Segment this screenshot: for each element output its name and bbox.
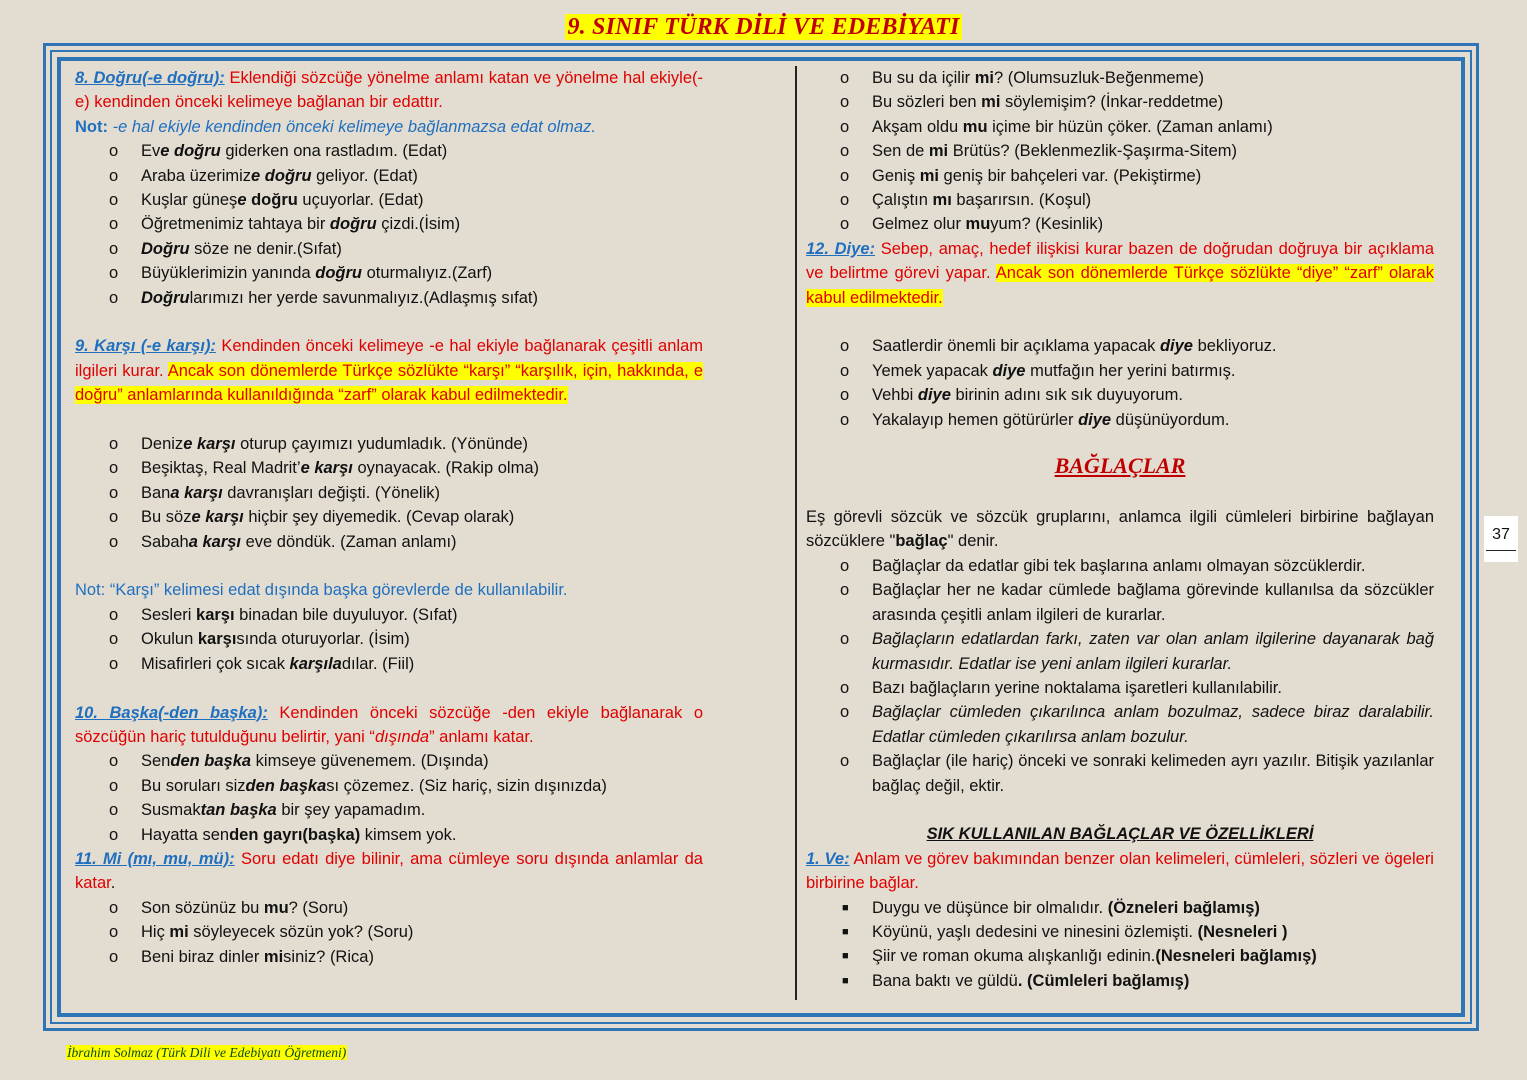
list-item: ■ Şiir ve roman okuma alışkanlığı edinin.(Nesneleri bağlamış) [806, 944, 1434, 968]
list-item: o Okulun karşısında oturuyorlar. (İsim) [75, 627, 703, 651]
section-12-text: Sebep, amaç, hedef ilişkisi kurar bazen de doğrudan doğruya bir açıklama ve belirtme görevi yapar. [806, 239, 1435, 283]
list-item: o Bu su da içilir mi? (Olumsuzluk-Beğenmeme) [806, 66, 1434, 90]
list-item: o Senden başka kimseye güvenemem. (Dışında) [75, 749, 703, 773]
section-12-highlight: Ancak son dönemlerde Türkçe sözlükte “diye” “zarf” olarak kabul edilmektedir. [806, 264, 1434, 307]
section-9-intro [75, 334, 703, 407]
bullet-icon: o [840, 361, 850, 380]
list-item: o Beni biraz dinler misiniz? (Rica) [75, 945, 703, 969]
bullet-icon: o [109, 215, 119, 234]
page-number: 37 [1484, 516, 1518, 562]
section-8-intro [75, 66, 703, 115]
section-12-examples [806, 334, 1434, 432]
list-item: o Bu söze karşı hiçbir şey diyemedik. (Cevap olarak) [75, 505, 703, 529]
bullet-icon: o [840, 752, 850, 771]
bullet-icon: o [840, 386, 850, 405]
bullet-icon: o [840, 117, 850, 136]
bullet-icon: o [109, 142, 119, 161]
section-10-intro: 10. Başka(-den başka): Kendinden önceki sözcüğe -den ekiyle bağlanarak o sözcüğün hariç tutulduğunu belirtir, yani “dışında” anlamı katar. [75, 703, 703, 746]
baglac-definition: Eş görevli sözcük ve sözcük gruplarını, anlamca ilgili cümleleri birbirine bağlayan sözcüklere "bağlaç" denir. [806, 508, 1434, 551]
list-item: o Yakalayıp hemen götürürler diye düşünüyordum. [806, 408, 1434, 432]
section-11-intro: 11. Mi (mı, mu, mü): Soru edatı diye bilinir, ama cümleye soru dışında anlamlar da katar. [75, 849, 703, 893]
bullet-icon: o [109, 801, 119, 820]
bullet-icon: o [840, 678, 850, 697]
bullet-icon: o [109, 483, 119, 502]
bullet-icon: o [109, 776, 119, 795]
section-10-examples [75, 749, 703, 847]
list-item: o Son sözünüz bu mu? (Soru) [75, 896, 703, 920]
section-11-examples [75, 896, 703, 969]
list-item: o Denize karşı oturup çayımızı yudumladık. (Yönünde) [75, 432, 703, 456]
bullet-icon: o [840, 142, 850, 161]
section-8-note [75, 115, 703, 139]
list-item: o Büyüklerimizin yanında doğru oturmalıyız.(Zarf) [75, 261, 703, 285]
section-9-note-examples [75, 603, 703, 676]
bullet-icon: o [840, 337, 850, 356]
list-item: o Bağlaçlar da edatlar gibi tek başlarına anlamı olmayan sözcüklerdir. [806, 554, 1434, 578]
baglaclar-title: BAĞLAÇLAR [1054, 453, 1186, 479]
list-item: o Yemek yapacak diye mutfağın her yerini batırmış. [806, 359, 1434, 383]
bullet-icon: o [109, 239, 119, 258]
right-column [806, 66, 1434, 993]
section-8-examples [75, 139, 703, 310]
list-item: o Doğrularımızı her yerde savunmalıyız.(Adlaşmış sıfat) [75, 286, 703, 310]
section-9-note: Not: “Karşı” kelimesi edat dışında başka görevlerde de kullanılabilir. [75, 581, 568, 600]
list-item: o Öğretmenimiz tahtaya bir doğru çizdi.(İsim) [75, 212, 703, 236]
common-conjunctions-title: SIK KULLANILAN BAĞLAÇLAR VE ÖZELLİKLERİ [926, 825, 1314, 844]
list-item: o Hiç mi söyleyecek sözün yok? (Soru) [75, 920, 703, 944]
list-item: ■ Bana baktı ve güldü. (Cümleleri bağlamış) [806, 969, 1434, 993]
list-item: ■ Köyünü, yaşlı dedesini ve ninesini özlemişti. (Nesneleri ) [806, 920, 1434, 944]
note-text: -e hal ekiyle kendinden önceki kelimeye bağlanmazsa edat olmaz. [112, 117, 596, 136]
square-bullet-icon: ■ [842, 925, 849, 938]
list-item: o Vehbi diye birinin adını sık sık duyuyorum. [806, 383, 1434, 407]
bullet-icon: o [109, 459, 119, 478]
bullet-icon: o [840, 410, 850, 429]
bullet-icon: o [840, 215, 850, 234]
list-item: o Hayatta senden gayrı(başka) kimsem yok. [75, 823, 703, 847]
section-9-text: Kendinden önceki kelimeye -e hal ekiyle bağlanarak çeşitli anlam ilgileri kurar. [75, 337, 703, 380]
section-12-intro [806, 237, 1434, 310]
section-9-heading: 9. Karşı (-e karşı): [75, 337, 216, 356]
list-item: o Saatlerdir önemli bir açıklama yapacak diye bekliyoruz. [806, 334, 1434, 358]
bullet-icon: o [109, 166, 119, 185]
bullet-icon: o [109, 435, 119, 454]
list-item: o Bağlaçlar (ile hariç) önceki ve sonraki kelimeden ayrı yazılır. Bitişik yazılanlar bağlaç değil, ektir. [806, 749, 1434, 798]
section-8-text: Eklendiği sözcüğe yönelme anlamı katan ve yönelme hal ekiyle(-e) kendinden önceki kelimeye bağlanan bir edattır. [75, 69, 703, 112]
page-title: 9. SINIF TÜRK DİLİ VE EDEBİYATI [567, 14, 960, 40]
column-divider [795, 66, 797, 1000]
list-item: o Bu sözleri ben mi söylemişim? (İnkar-reddetme) [806, 90, 1434, 114]
list-item: o Doğru söze ne denir.(Sıfat) [75, 237, 703, 261]
list-item: o Sabaha karşı eve döndük. (Zaman anlamı) [75, 530, 703, 554]
list-item: o Sesleri karşı binadan bile duyuluyor. (Sıfat) [75, 603, 703, 627]
list-item: o Akşam oldu mu içime bir hüzün çöker. (Zaman anlamı) [806, 115, 1434, 139]
bullet-icon: o [840, 556, 850, 575]
list-item: ■ Duygu ve düşünce bir olmalıdır. (Özneleri bağlamış) [806, 896, 1434, 920]
ve-text: Anlam ve görev bakımından benzer olan kelimeleri, cümleleri, sözleri ve ögeleri birbirine bağlar. [806, 849, 1434, 893]
list-item: o Bağlaçlar her ne kadar cümlede bağlama görevinde kullanılsa da sözcükler arasında çeşitli anlam ilgileri de kurarlar. [806, 578, 1434, 627]
list-item: o Bazı bağlaçların yerine noktalama işaretleri kullanılabilir. [806, 676, 1434, 700]
bullet-icon: o [109, 825, 119, 844]
list-item: o Geniş mi geniş bir bahçeleri var. (Pekiştirme) [806, 164, 1434, 188]
section-11-text: Soru edatı diye bilinir, ama cümleye soru dışında anlamlar da katar [75, 849, 703, 893]
ve-intro [806, 847, 1434, 896]
list-item: o Araba üzerimize doğru geliyor. (Edat) [75, 164, 703, 188]
bullet-icon: o [109, 605, 119, 624]
list-item: o Kuşlar güneşe doğru uçuyorlar. (Edat) [75, 188, 703, 212]
bullet-icon: o [109, 532, 119, 551]
bullet-icon: o [109, 947, 119, 966]
list-item: o Sen de mi Brütüs? (Beklenmezlik-Şaşırma-Sitem) [806, 139, 1434, 163]
bullet-icon: o [840, 191, 850, 210]
list-item: o Çalıştın mı başarırsın. (Koşul) [806, 188, 1434, 212]
bullet-icon: o [109, 752, 119, 771]
bullet-icon: o [840, 703, 850, 722]
list-item: o Gelmez olur muyum? (Kesinlik) [806, 212, 1434, 236]
list-item: o Beşiktaş, Real Madrit’e karşı oynayacak. (Rakip olma) [75, 456, 703, 480]
square-bullet-icon: ■ [842, 901, 849, 914]
bullet-icon: o [840, 166, 850, 185]
list-item: o Bağlaçlar cümleden çıkarılınca anlam bozulmaz, sadece biraz daralabilir. Edatlar cümleden çıkarılırsa anlam bozulur. [806, 700, 1434, 749]
bullet-icon: o [109, 630, 119, 649]
page-number-underline [1486, 550, 1516, 551]
ve-heading: 1. Ve: [806, 849, 850, 868]
ve-examples [806, 896, 1434, 994]
section-10-heading: 10. Başka(-den başka): [75, 703, 268, 722]
list-item: o Bağlaçların edatlardan farkı, zaten var olan anlam ilgilerine dayanarak bağ kurmasıdır. Edatlar ise yeni anlam ilgileri kurarlar. [806, 627, 1434, 676]
square-bullet-icon: ■ [842, 974, 849, 987]
section-9-examples [75, 432, 703, 554]
bullet-icon: o [840, 93, 850, 112]
list-item: o Bu soruları sizden başkası çözemez. (Siz hariç, sizin dışınızda) [75, 774, 703, 798]
square-bullet-icon: ■ [842, 950, 849, 963]
bullet-icon: o [109, 923, 119, 942]
baglac-properties [806, 554, 1434, 798]
section-9-highlight: Ancak son dönemlerde Türkçe sözlükte “karşı” “karşılık, için, hakkında, e doğru” anlamlarında kullanıldığında “zarf” olarak kabul edilmektedir. [75, 361, 703, 405]
list-item: o Misafirleri çok sıcak karşıladılar. (Fiil) [75, 652, 703, 676]
list-item: o Eve doğru giderken ona rastladım. (Edat) [75, 139, 703, 163]
bullet-icon: o [109, 898, 119, 917]
section-12-heading: 12. Diye: [806, 239, 875, 258]
list-item: o Bana karşı davranışları değişti. (Yönelik) [75, 481, 703, 505]
section-11-heading: 11. Mi (mı, mu, mü): [75, 849, 235, 868]
bullet-icon: o [109, 654, 119, 673]
bullet-icon: o [109, 288, 119, 307]
bullet-icon: o [840, 630, 850, 649]
note-label: Not: [75, 117, 108, 136]
bullet-icon: o [109, 191, 119, 210]
section-11-examples-continued [806, 66, 1434, 237]
section-8-heading: 8. Doğru(-e doğru): [75, 69, 225, 87]
bullet-icon: o [109, 508, 119, 527]
bullet-icon: o [109, 264, 119, 283]
bullet-icon: o [840, 581, 850, 600]
list-item: o Susmaktan başka bir şey yapamadım. [75, 798, 703, 822]
left-column [75, 66, 703, 969]
bullet-icon: o [840, 69, 850, 87]
footer-author: İbrahim Solmaz (Türk Dili ve Edebiyatı Öğretmeni) [67, 1045, 347, 1060]
